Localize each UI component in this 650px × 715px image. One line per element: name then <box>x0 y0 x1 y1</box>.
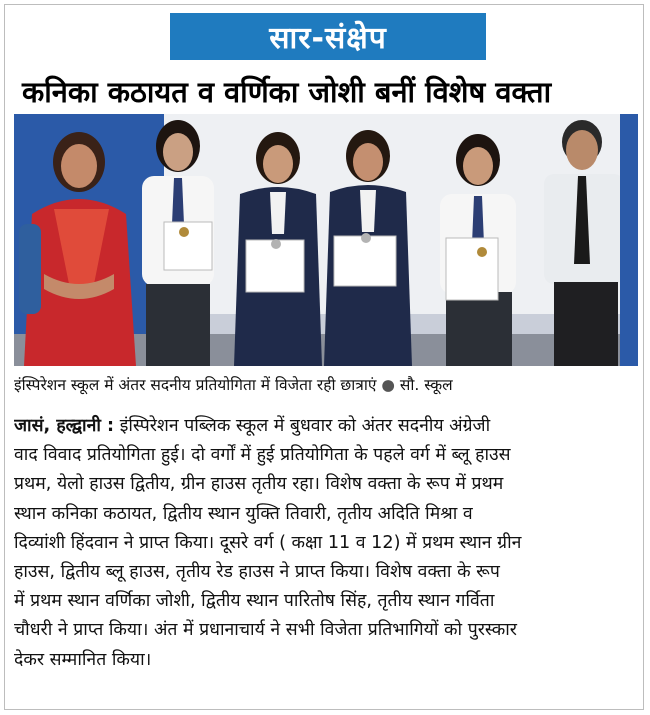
caption-text: इंस्पिरेशन स्कूल में अंतर सदनीय प्रतियोगिता में विजेता रही छात्राएं <box>14 376 377 394</box>
article-line: दिव्यांशी हिंदवान ने प्राप्त किया। दूसरे वर्ग ( कक्षा 11 व 12) में प्रथम स्थान ग्रीन <box>14 532 522 553</box>
article-line-text: इंस्पिरेशन पब्लिक स्कूल में बुधवार को अंतर सदनीय अंग्रेजी <box>119 416 491 436</box>
photo-caption <box>14 373 638 395</box>
article-line: देकर सम्मानित किया। <box>14 649 152 670</box>
photo-illustration <box>14 114 638 366</box>
article-line: वाद विवाद प्रतियोगिता हुई। दो वर्गों में हुई प्रतियोगिता के पहले वर्ग में ब्लू हाउस <box>14 445 511 466</box>
article-line <box>14 412 630 441</box>
caption-bullet: ● <box>381 376 395 394</box>
article-line: चौधरी ने प्राप्त किया। अंत में प्रधानाचार्य ने सभी विजेता प्रतिभागियों को पुरस्कार <box>14 620 517 641</box>
headline: कनिका कठायत व वर्णिका जोशी बनीं विशेष वक्ता <box>22 75 552 109</box>
article-line: में प्रथम स्थान वर्णिका जोशी, द्वितीय स्थान पारितोष सिंह, तृतीय स्थान गर्विता <box>14 591 495 612</box>
section-banner <box>170 13 486 60</box>
caption-credit: सौ. स्कूल <box>399 376 453 394</box>
section-banner-text: सार-संक्षेप <box>269 21 387 56</box>
article-body <box>14 412 630 675</box>
award-ceremony-photo <box>14 114 638 366</box>
article-line: स्थान कनिका कठायत, द्वितीय स्थान युक्ति तिवारी, तृतीय अदिति मिश्रा व <box>14 503 473 524</box>
article-line: प्रथम, येलो हाउस द्वितीय, ग्रीन हाउस तृतीय रहा। विशेष वक्ता के रूप में प्रथम <box>14 474 504 495</box>
article-line: हाउस, द्वितीय ब्लू हाउस, तृतीय रेड हाउस ने प्राप्त किया। विशेष वक्ता के रूप <box>14 562 500 583</box>
dateline: जासं, हल्द्वानी : <box>14 416 115 436</box>
